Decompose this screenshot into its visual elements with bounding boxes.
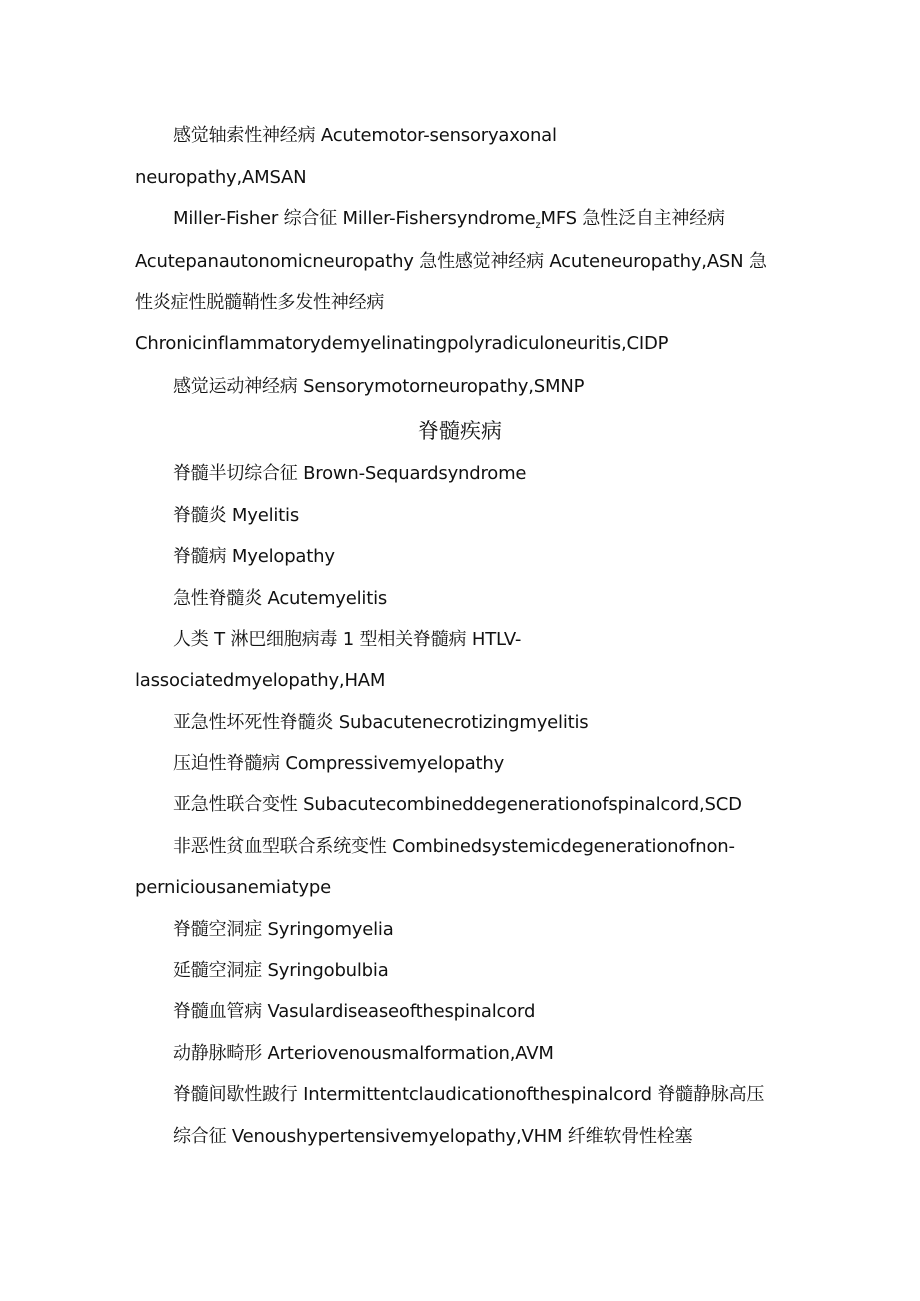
text-line-amsan-2: neuropathy,AMSAN <box>135 167 307 188</box>
text-line-amsan-1: 感觉轴索性神经病 Acutemotor-sensoryaxonal <box>173 125 557 146</box>
text-line-compressive: 压迫性脊髓病 Compressivemyelopathy <box>173 753 505 774</box>
text-line-subacute-necrotizing: 亚急性坏死性脊髓炎 Subacutenecrotizingmyelitis <box>173 712 589 733</box>
text-line-smnp: 感觉运动神经病 Sensorymotorneuropathy,SMNP <box>173 376 585 397</box>
text-line-combined-systemic-2: perniciousanemiatype <box>135 877 331 898</box>
text-line-syringomyelia: 脊髓空洞症 Syringomyelia <box>173 919 394 940</box>
text-line-myelopathy: 脊髓病 Myelopathy <box>173 546 335 567</box>
text-line-syringobulbia: 延髓空洞症 Syringobulbia <box>173 960 389 981</box>
text-line-cidp-cn: 性炎症性脱髓鞘性多发性神经病 <box>135 292 385 313</box>
text-line-avm: 动静脉畸形 Arteriovenousmalformation,AVM <box>173 1043 554 1064</box>
text-line-vhm: 综合征 Venoushypertensivemyelopathy,VHM 纤维软骨性栓塞 <box>173 1126 693 1147</box>
text-mfs-after: MFS 急性泛自主神经病 <box>540 208 725 229</box>
text-mfs-sub: z <box>535 220 541 231</box>
text-line-htlv-2: lassociatedmyelopathy,HAM <box>135 670 386 691</box>
text-line-myelitis: 脊髓炎 Myelitis <box>173 505 300 526</box>
section-heading: 脊髓疾病 <box>418 419 502 443</box>
text-line-acute-myelitis: 急性脊髓炎 Acutemyelitis <box>173 588 388 609</box>
text-line-brown-sequard: 脊髓半切综合征 Brown-Sequardsyndrome <box>173 463 527 484</box>
text-line-cidp-en: Chronicinflammatorydemyelinatingpolyradiculoneuritis,CIDP <box>135 333 669 354</box>
text-line-claudication: 脊髓间歇性跛行 Intermittentclaudicationofthespinalcord 脊髓静脉高压 <box>173 1084 765 1105</box>
text-line-htlv-1: 人类 T 淋巴细胞病毒 1 型相关脊髓病 HTLV- <box>173 629 522 650</box>
text-line-vascular: 脊髓血管病 Vasulardiseaseofthespinalcord <box>173 1001 536 1022</box>
text-mfs-before: Miller-Fisher 综合征 Miller-Fishersyndrome <box>173 208 536 229</box>
text-line-asn: Acutepanautonomicneuropathy 急性感觉神经病 Acuteneuropathy,ASN 急 <box>135 251 767 272</box>
text-line-combined-systemic-1: 非恶性贫血型联合系统变性 Combinedsystemicdegenerationofnon- <box>173 836 735 857</box>
text-line-scd: 亚急性联合变性 Subacutecombineddegenerationofspinalcord,SCD <box>173 794 742 815</box>
text-line-mfs <box>173 207 785 238</box>
